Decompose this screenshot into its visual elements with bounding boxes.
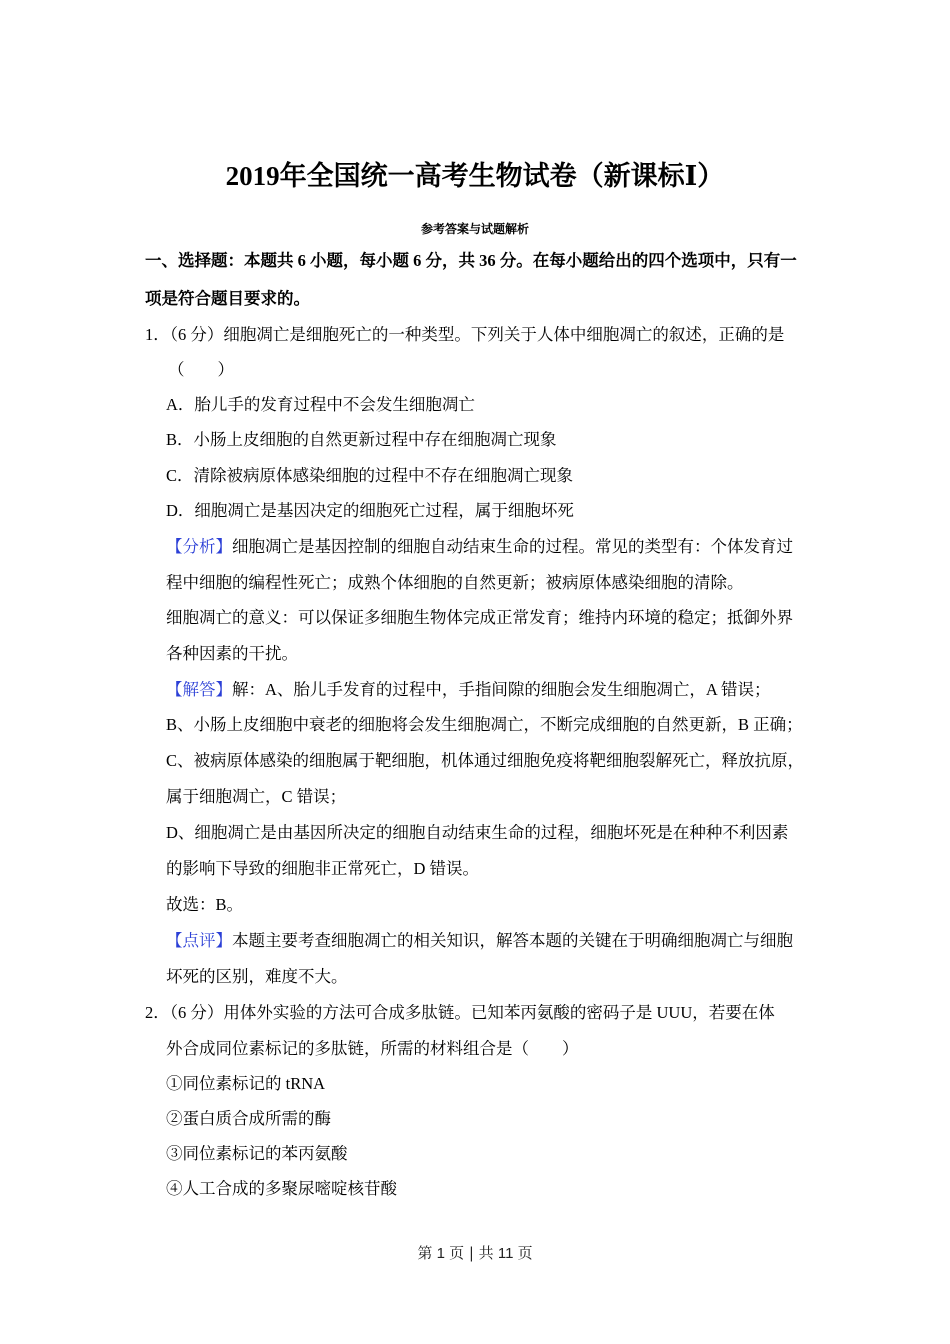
- question-1-stem: 1．（6 分）细胞凋亡是细胞死亡的一种类型。下列关于人体中细胞凋亡的叙述，正确的是: [145, 325, 785, 344]
- analysis-text-cont: 程中细胞的编程性死亡；成熟个体细胞的自然更新；被病原体感染细胞的清除。: [166, 573, 744, 592]
- option-text: 清除被病原体感染细胞的过程中不存在细胞凋亡现象: [193, 466, 574, 485]
- footer-prefix: 第: [417, 1244, 433, 1262]
- answer-line-d: D、细胞凋亡是由基因所决定的细胞自动结束生命的过程，细胞坏死是在种种不利因素: [166, 823, 789, 842]
- answer-line-d-cont: 的影响下导致的细胞非正常死亡，D 错误。: [166, 859, 480, 878]
- option-label: B．: [166, 430, 194, 449]
- analysis-paragraph: [166, 536, 793, 558]
- answer-text: 解：A、胎儿手发育的过程中，手指间隙的细胞会发生细胞凋亡，A 错误；: [232, 680, 771, 699]
- section-heading-cont: 项是符合题目要求的。: [145, 289, 310, 308]
- answer-choice: 故选：B。: [166, 895, 244, 914]
- analysis-significance-cont: 各种因素的干扰。: [166, 644, 298, 663]
- option-text: 胎儿手的发育过程中不会发生细胞凋亡: [194, 395, 475, 414]
- comment-paragraph: [166, 930, 793, 952]
- question-2-stem-cont: 外合成同位素标记的多肽链，所需的材料组合是（ ）: [166, 1039, 579, 1058]
- answer-line-c: C、被病原体感染的细胞属于靶细胞，机体通过细胞免疫将靶细胞裂解死亡，释放抗原，: [166, 751, 805, 770]
- analysis-tag: 【分析】: [166, 537, 232, 556]
- analysis-text: 细胞凋亡是基因控制的细胞自动结束生命的过程。常见的类型有：个体发育过: [232, 537, 793, 556]
- answer-tag: 【解答】: [166, 680, 232, 699]
- question-2-item-4: ④人工合成的多聚尿嘧啶核苷酸: [166, 1179, 397, 1198]
- answer-paragraph: [166, 679, 771, 701]
- comment-text-cont: 坏死的区别，难度不大。: [166, 967, 348, 986]
- section-heading: 一、选择题：本题共 6 小题，每小题 6 分，共 36 分。在每小题给出的四个选项中，只有一: [145, 251, 797, 270]
- current-page-number: 1: [436, 1245, 445, 1262]
- footer-suffix: 页: [517, 1244, 533, 1262]
- question-2-item-1: ①同位素标记的 tRNA: [166, 1074, 326, 1093]
- question-1-option-a: [166, 394, 475, 416]
- page-footer: [0, 1243, 950, 1264]
- document-subtitle: 参考答案与试题解析: [420, 222, 529, 236]
- question-2-item-3: ③同位素标记的苯丙氨酸: [166, 1144, 348, 1163]
- question-1-option-d: [166, 500, 574, 522]
- total-page-number: 11: [497, 1245, 514, 1262]
- option-label: C．: [166, 466, 194, 485]
- comment-tag: 【点评】: [166, 931, 232, 950]
- option-text: 小肠上皮细胞的自然更新过程中存在细胞凋亡现象: [193, 430, 557, 449]
- comment-text: 本题主要考查细胞凋亡的相关知识，解答本题的关键在于明确细胞凋亡与细胞: [232, 931, 793, 950]
- option-label: A．: [166, 395, 195, 414]
- footer-mid: 页 | 共: [449, 1244, 494, 1262]
- question-1-blank: （ ）: [168, 360, 234, 379]
- answer-line-b: B、小肠上皮细胞中衰老的细胞将会发生细胞凋亡，不断完成细胞的自然更新，B 正确；: [166, 715, 803, 734]
- option-label: D．: [166, 501, 195, 520]
- question-1-option-b: [166, 429, 557, 451]
- question-2-item-2: ②蛋白质合成所需的酶: [166, 1109, 331, 1128]
- option-text: 细胞凋亡是基因决定的细胞死亡过程，属于细胞坏死: [194, 501, 574, 520]
- analysis-significance: 细胞凋亡的意义：可以保证多细胞生物体完成正常发育；维持内环境的稳定；抵御外界: [166, 608, 793, 627]
- answer-line-c-cont: 属于细胞凋亡，C 错误；: [166, 787, 347, 806]
- question-1-option-c: [166, 465, 573, 487]
- document-title: 2019年全国统一高考生物试卷（新课标Ⅰ）: [225, 161, 725, 191]
- question-2-stem: 2．（6 分）用体外实验的方法可合成多肽链。已知苯丙氨酸的密码子是 UUU，若要在体: [145, 1003, 775, 1022]
